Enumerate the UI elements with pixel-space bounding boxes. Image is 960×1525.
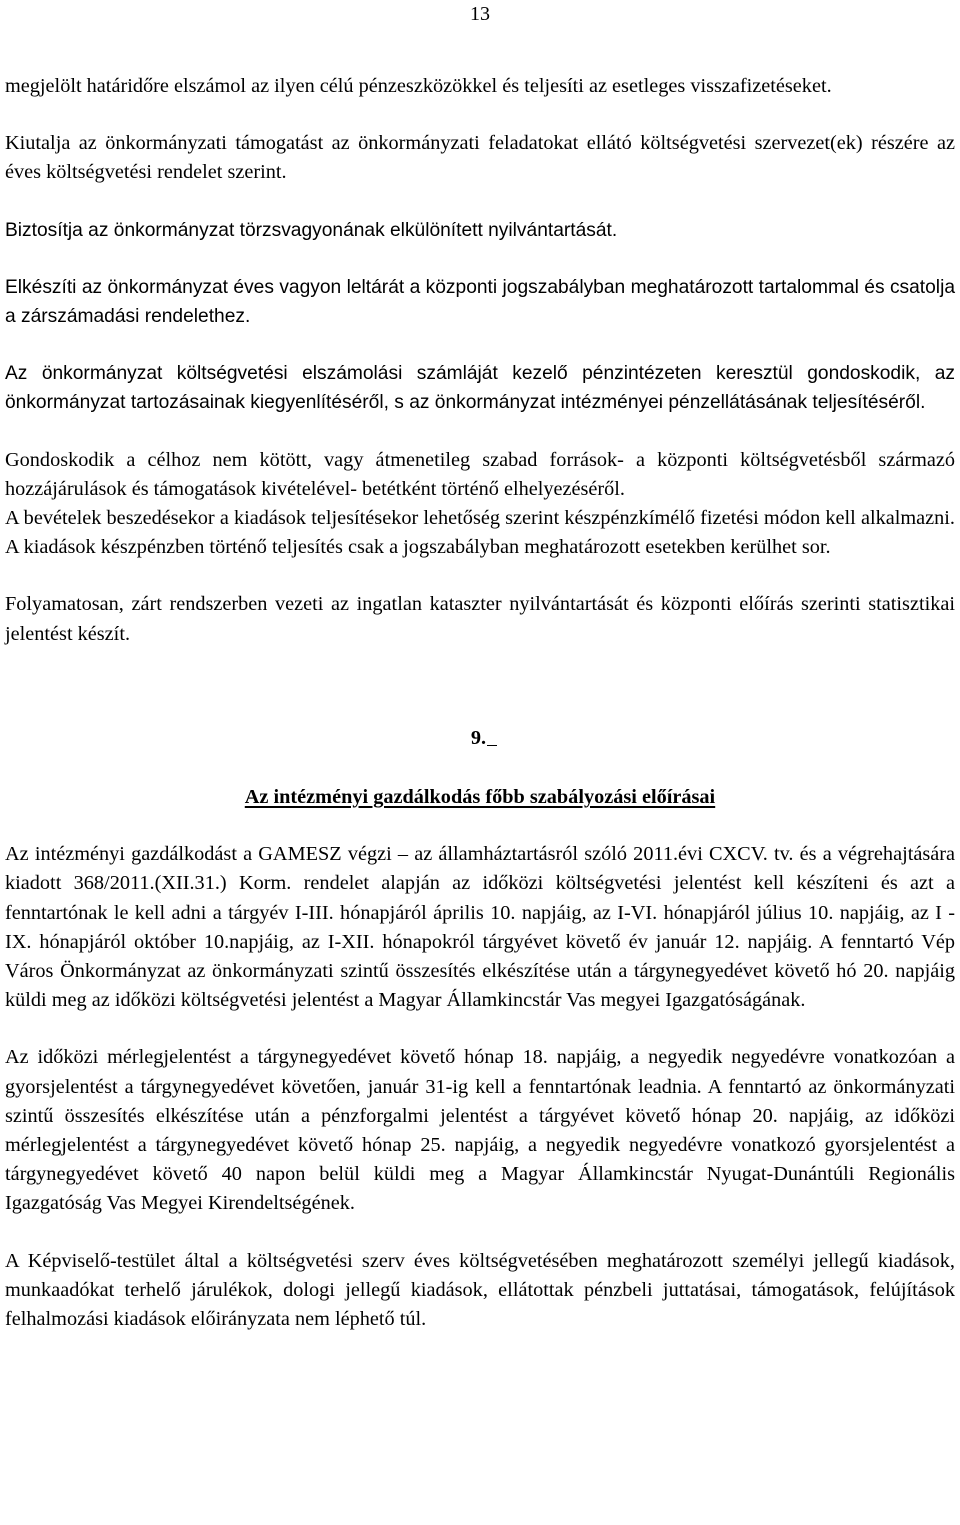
paragraph-interim-balance-report: Az időközi mérlegjelentést a tárgynegyedévet követő hónap 18. napjáig, a negyedik negyedévre vonatkozóan a gyorsjelentést a tárgynegyedévet követően, január 31-ig kell a fenntartónak leadnia. A fenntartó az önkormányzati szintű összesítés elkészítése után a pénzforgalmi jelentést a tárgyévet követő hónap 20. napjáig, az időközi mérlegjelentést a tárgynegyedévet követő hónap 25. napjáig, a negyedik negyedévre vonatkozó gyorsjelentést a tárgynegyedévet követő 40 napon belül küldi meg a Magyar Államkincstár Nyugat-Dunántúli Regionális Igazgatóság Vas Megyei Kirendeltségének. — [5, 1046, 955, 1215]
paragraph-property-cadastre: Folyamatosan, zárt rendszerben vezeti az ingatlan kataszter nyilvántartását és központi előírás szerinti statisztikai jelentést készít. — [5, 593, 955, 645]
section-title: Az intézményi gazdálkodás főbb szabályozási előírásai — [244, 786, 716, 809]
paragraph-interim-budget-report: Az intézményi gazdálkodást a GAMESZ végzi – az államháztartásról szóló 2011.évi CXCV. tv. és a végrehajtására kiadott 368/2011.(XII.31.) Korm. rendelet alapján az időközi költségvetési jelentést kell készíteni és azt a fenntartónak le kell adni a tárgyév I-III. hónapjáról április 10. napjáig, az I-VI. hónapjáról július 10. napjáig, az I - IX. hónapjáról október 10.napjáig, az I-XII. hónapokról tárgyévet követő év január 12. napjáig. A fenntartó Vép Város Önkormányzat az önkormányzati szintű összesítés elkészítése után a tárgynegyedévet követő hó 20. napjáig küldi meg az időközi költségvetési jelentést a Magyar Államkincstár Vas megyei Igazgatóságának. — [5, 843, 955, 1012]
paragraph-appropriation-limit: A Képviselő-testület által a költségvetési szerv éves költségvetésében meghatározott személyi jellegű kiadások, munkaadókat terhelő járulékok, dologi jellegű kiadások, ellátottak pénzbeli juttatásai, támogatások, felújítások felhalmozási kiadások előirányzata nem léphető túl. — [5, 1249, 955, 1331]
paragraph-asset-inventory: Elkészíti az önkormányzat éves vagyon leltárát a központi jogszabályban meghatározott tartalommal és csatolja a zárszámadási rendelethez. — [5, 276, 955, 328]
document-body — [5, 72, 955, 1334]
paragraph-support-allocation: Kiutalja az önkormányzati támogatást az önkormányzati feladatokat ellátó költségvetési szervezet(ek) részére az éves költségvetési rendelet szerint. — [5, 132, 955, 184]
paragraph-budget-account: Az önkormányzat költségvetési elszámolási számláját kezelő pénzintézeten keresztül gondoskodik, az önkormányzat tartozásainak kiegyenlítéséről, s az önkormányzat intézményei pénzellátásának teljesítéséről. — [5, 363, 955, 414]
paragraph-core-assets-register: Biztosítja az önkormányzat törzsvagyonának elkülönített nyilvántartását. — [5, 219, 618, 241]
section-number: 9. — [9, 724, 959, 753]
page-number: 13 — [470, 3, 490, 25]
paragraph-cashless-payment: A bevételek beszedésekor a kiadások teljesítésekor lehetőség szerint készpénzkímélő fizetési módon kell alkalmazni. A kiadások készpénzben történő teljesítés csak a jogszabályban meghatározott esetekben kerülhet sor. — [5, 507, 955, 559]
section-number-underline — [487, 727, 497, 746]
paragraph-settlement: megjelölt határidőre elszámol az ilyen célú pénzeszközökkel és teljesíti az esetleges visszafizetéseket. — [5, 75, 832, 97]
paragraph-free-resources: Gondoskodik a célhoz nem kötött, vagy átmenetileg szabad források- a központi költségvetésből származó hozzájárulások és támogatások kivételével- betétként történő elhelyezéséről. — [5, 448, 955, 500]
